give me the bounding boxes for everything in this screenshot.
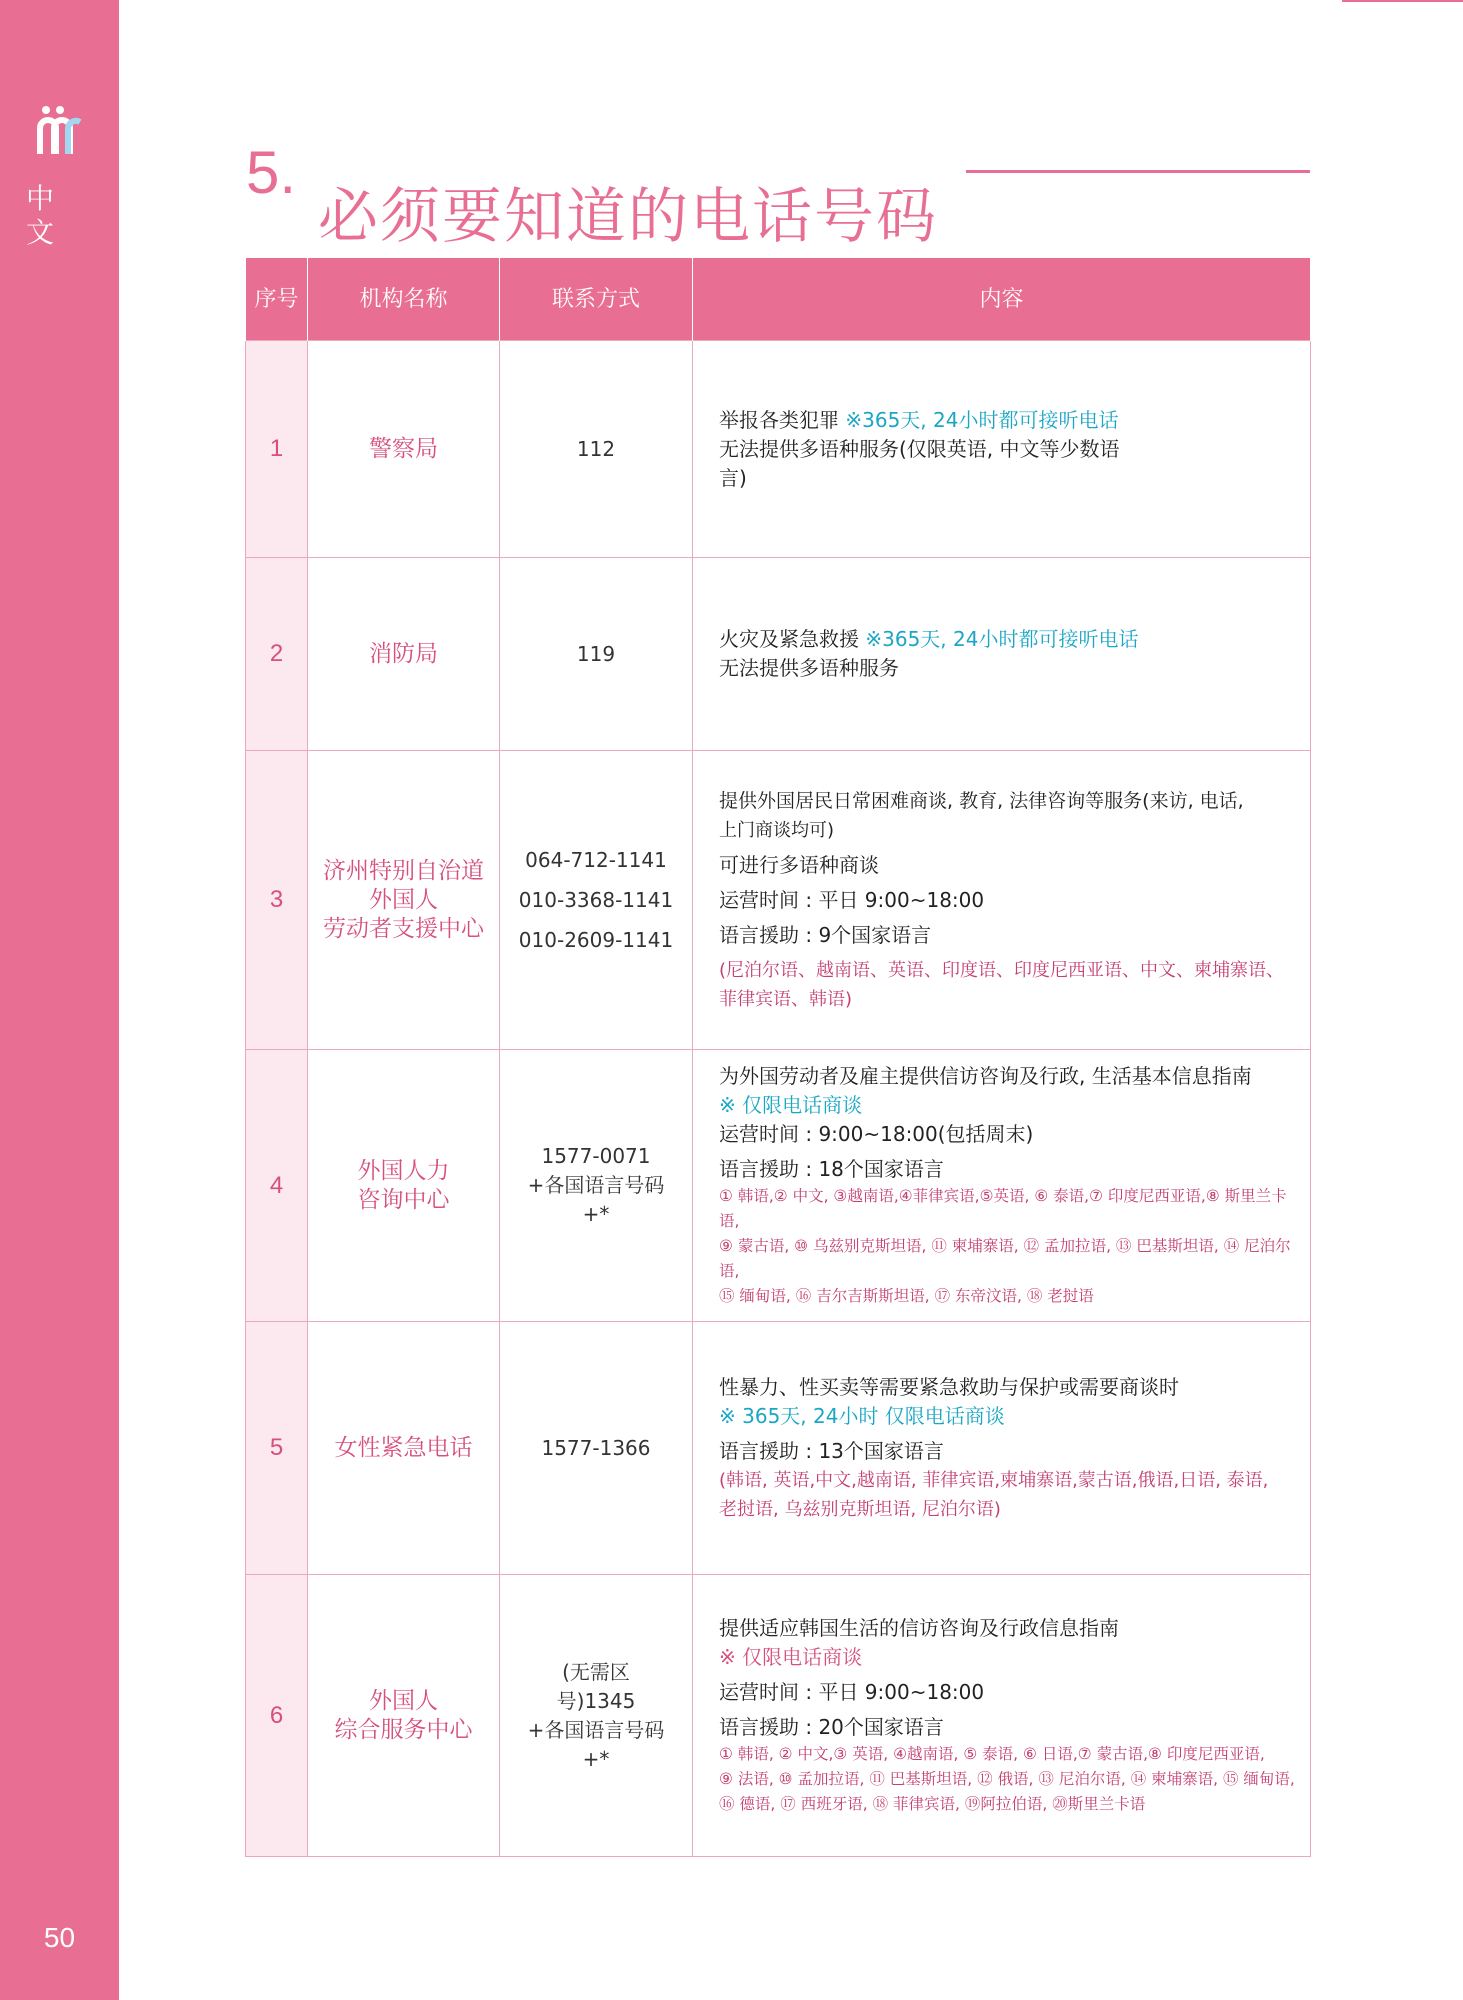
org-name: 女性紧急电话 (308, 1322, 500, 1575)
header-content: 内容 (693, 258, 1311, 341)
note-24h: ※ 365天, 24小时 仅限电话商谈 (719, 1403, 1005, 1428)
row-number: 1 (246, 341, 308, 558)
row-number: 2 (246, 558, 308, 751)
org-name: 消防局 (308, 558, 500, 751)
language-list: (韩语, 英语,中文,越南语, 菲律宾语,柬埔寨语,蒙古语,俄语,日语, 泰语, (719, 1469, 1269, 1491)
row-number: 6 (246, 1575, 308, 1857)
row-content: 为外国劳动者及雇主提供信访咨询及行政, 生活基本信息指南 ※ 仅限电话商谈 运营时间 : 9:00~18:00(包括周末) 语言援助 : 18个国家语言 ① 韩语,② 中文, ③越南语,④菲律宾语,⑤英语, ⑥ 泰语,⑦ 印度尼西亚语,⑧ 斯里兰卡语, ⑨ 蒙古语, ⑩ 乌兹别克斯坦语, ⑪ 柬埔寨语, ⑫ 孟加拉语, ⑬ 巴基斯坦语, ⑭ 尼泊尔语, ⑮ 缅甸语, ⑯ 吉尔吉斯斯坦语, ⑰ 东帝汶语, ⑱ 老挝语 (693, 1050, 1311, 1322)
row-number: 3 (246, 751, 308, 1050)
language-list: ① 韩语, ② 中文,③ 英语, ④越南语, ⑤ 泰语, ⑥ 日语,⑦ 蒙古语,⑧ 印度尼西亚语, (719, 1745, 1265, 1763)
phone-number: 112 (500, 341, 693, 558)
table-row (246, 558, 1311, 751)
language-list: ⑨ 法语, ⑩ 孟加拉语, ⑪ 巴基斯坦语, ⑫ 俄语, ⑬ 尼泊尔语, ⑭ 柬埔寨语, ⑮ 缅甸语, (719, 1770, 1295, 1788)
language-list: ⑨ 蒙古语, ⑩ 乌兹别克斯坦语, ⑪ 柬埔寨语, ⑫ 孟加拉语, ⑬ 巴基斯坦语, ⑭ 尼泊尔语, (719, 1237, 1291, 1280)
language-list: ⑮ 缅甸语, ⑯ 吉尔吉斯斯坦语, ⑰ 东帝汶语, ⑱ 老挝语 (719, 1287, 1094, 1305)
phone-number: 064-712-1141 010-3368-1141 010-2609-1141 (500, 751, 693, 1050)
sidebar-language: 中文 (25, 182, 54, 249)
top-rule (1342, 0, 1463, 2)
note-24h: ※365天, 24小时都可接听电话 (845, 407, 1119, 432)
phone-number: 1577-0071 +各国语言号码 +* (500, 1050, 693, 1322)
note-phone-only: ※ 仅限电话商谈 (719, 1093, 863, 1117)
table-row (246, 1575, 1311, 1857)
org-name: 济州特别自治道 外国人 劳动者支援中心 (308, 751, 500, 1050)
header-phone: 联系方式 (500, 258, 693, 341)
phone-number: 119 (500, 558, 693, 751)
row-number: 5 (246, 1322, 308, 1575)
org-name: 外国人 综合服务中心 (308, 1575, 500, 1857)
row-content: 提供外国居民日常困难商谈, 教育, 法律咨询等服务(来访, 电话, 上门商谈均可) 可进行多语种商谈 运营时间 : 平日 9:00~18:00 语言援助 : 9个国家语言 (尼泊尔语、越南语、英语、印度语、印度尼西亚语、中文、柬埔寨语、 菲律宾语、韩语) (693, 751, 1311, 1050)
header-org: 机构名称 (308, 258, 500, 341)
org-name: 外国人力 咨询中心 (308, 1050, 500, 1322)
phone-number: 1577-1366 (500, 1322, 693, 1575)
language-list: 菲律宾语、韩语) (719, 988, 853, 1010)
language-list: (尼泊尔语、越南语、英语、印度语、印度尼西亚语、中文、柬埔寨语、 (719, 959, 1285, 981)
section-number: 5. (246, 139, 297, 206)
row-content: 提供适应韩国生活的信访咨询及行政信息指南 ※ 仅限电话商谈 运营时间 : 平日 9:00~18:00 语言援助 : 20个国家语言 ① 韩语, ② 中文,③ 英语, ④越南语, ⑤ 泰语, ⑥ 日语,⑦ 蒙古语,⑧ 印度尼西亚语, ⑨ 法语, ⑩ 孟加拉语, ⑪ 巴基斯坦语, ⑫ 俄语, ⑬ 尼泊尔语, ⑭ 柬埔寨语, ⑮ 缅甸语, ⑯ 德语, ⑰ 西班牙语, ⑱ 菲律宾语, ⑲阿拉伯语, ⑳斯里兰卡语 (693, 1575, 1311, 1857)
page-title: 必须要知道的电话号码 (318, 182, 938, 252)
org-name: 警察局 (308, 341, 500, 558)
note-24h: ※365天, 24小时都可接听电话 (865, 627, 1139, 651)
table-row (246, 751, 1311, 1050)
heading-rule (966, 170, 1310, 173)
note-phone-only: ※ 仅限电话商谈 (719, 1645, 863, 1669)
row-content: 举报各类犯罪 ※365天, 24小时都可接听电话 无法提供多语种服务(仅限英语, 中文等少数语 言) (693, 341, 1311, 558)
language-list: 老挝语, 乌兹别克斯坦语, 尼泊尔语) (719, 1498, 1001, 1520)
contacts-table (245, 258, 1311, 1857)
phone-number: (无需区 号)1345 +各国语言号码 +* (500, 1575, 693, 1857)
sidebar (0, 0, 119, 2000)
header-no: 序号 (246, 258, 308, 341)
row-content: 火灾及紧急救援 ※365天, 24小时都可接听电话 无法提供多语种服务 (693, 558, 1311, 751)
row-number: 4 (246, 1050, 308, 1322)
page-number: 50 (43, 1922, 76, 1953)
table-row (246, 341, 1311, 558)
table-row (246, 1050, 1311, 1322)
language-list: ⑯ 德语, ⑰ 西班牙语, ⑱ 菲律宾语, ⑲阿拉伯语, ⑳斯里兰卡语 (719, 1795, 1146, 1813)
language-list: ① 韩语,② 中文, ③越南语,④菲律宾语,⑤英语, ⑥ 泰语,⑦ 印度尼西亚语,⑧ 斯里兰卡语, (719, 1187, 1287, 1230)
table-header-row (246, 258, 1311, 341)
brand-logo-icon (36, 104, 84, 156)
row-content: 性暴力、性买卖等需要紧急救助与保护或需要商谈时 ※ 365天, 24小时 仅限电话商谈 语言援助 : 13个国家语言 (韩语, 英语,中文,越南语, 菲律宾语,柬埔寨语,蒙古语,俄语,日语, 泰语, 老挝语, 乌兹别克斯坦语, 尼泊尔语) (693, 1322, 1311, 1575)
table-row (246, 1322, 1311, 1575)
